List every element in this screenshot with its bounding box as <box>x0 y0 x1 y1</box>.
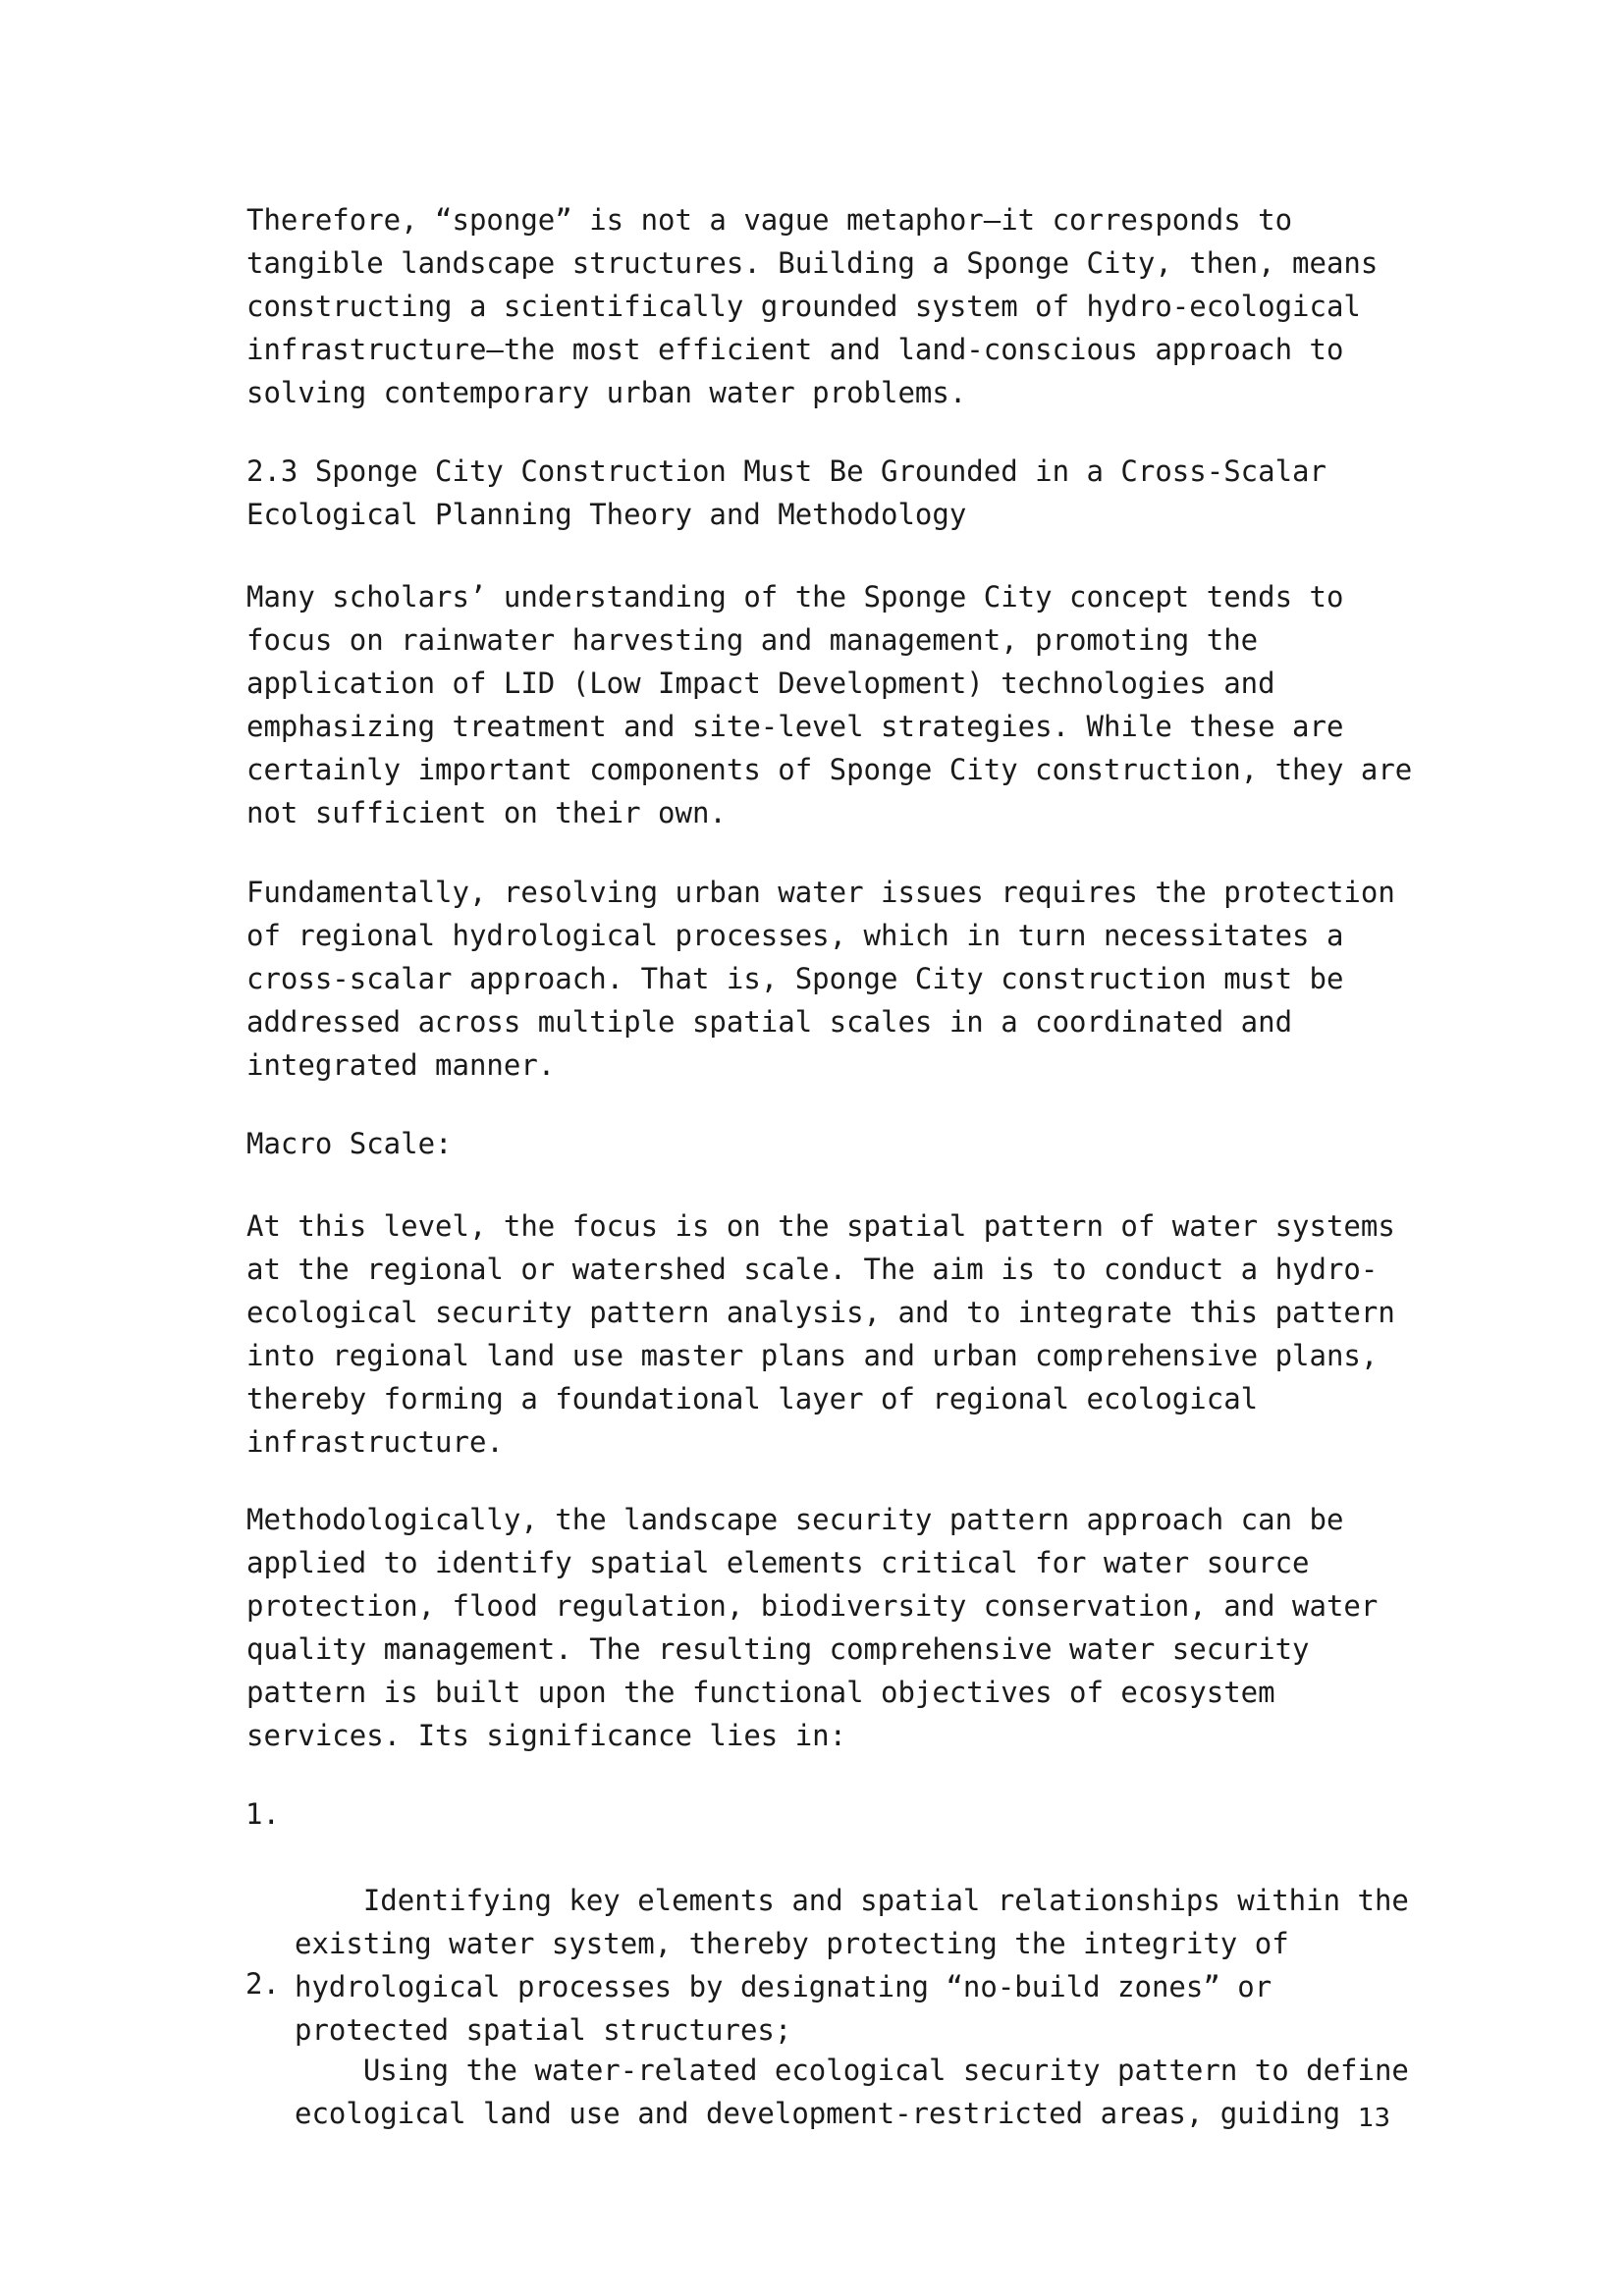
paragraph-cross-scalar-approach: Fundamentally, resolving urban water issues requires the protection of regional hydrological processes, which in turn necessitates a cross-scalar approach. That is, Sponge City construction must be addressed across multiple spatial scales in a coordinated and integrated manner. <box>246 876 1395 1082</box>
list-item-text: Using the water-related ecological security pattern to define ecological land use and development-restricted areas, guiding <box>295 2054 1409 2130</box>
list-item-2 <box>245 1962 1409 2178</box>
list-item-number: 2. <box>245 1967 280 2001</box>
label-macro-scale: Macro Scale: <box>246 1127 453 1160</box>
section-heading-2-3: 2.3 Sponge City Construction Must Be Grounded in a Cross-Scalar Ecological Planning Theory and Methodology <box>246 454 1326 531</box>
paragraph-sponge-metaphor: Therefore, “sponge” is not a vague metaphor—it corresponds to tangible landscape structures. Building a Sponge City, then, means constructing a scientifically grounded system of hydro-ecological infrastructure—the most efficient and land-conscious approach to solving contemporary urban water problems. <box>246 203 1379 409</box>
list-item-number: 1. <box>245 1797 280 1831</box>
paragraph-scholars-understanding: Many scholars’ understanding of the Sponge City concept tends to focus on rainwater harvesting and management, promoting the application of LID (Low Impact Development) technologies and emphasizing treatment and site-level strategies. While these are certainly important components of Sponge City construction, they are not sufficient on their own. <box>246 580 1413 829</box>
paragraph-methodology: Methodologically, the landscape security pattern approach can be applied to identify spatial elements critical for water source protection, flood regulation, biodiversity conservation, and water quality management. The resulting comprehensive water security pattern is built upon the functional objectives of ecosystem services. Its significance lies in: <box>246 1503 1379 1752</box>
paragraph-macro-scale-focus: At this level, the focus is on the spatial pattern of water systems at the regional or watershed scale. The aim is to conduct a hydro- ecological security pattern analysis, and to integrate this pattern into regional land use master plans and urban comprehensive plans, thereby forming a foundational layer of regional ecological infrastructure. <box>246 1209 1395 1459</box>
page-number: 13 <box>1358 2104 1391 2133</box>
list-item-text: Identifying key elements and spatial relationships within the existing water system, thereby protecting the integrity of hydrological processes by designating “no-build zones” or protected spatial structures; <box>295 1884 1409 2047</box>
